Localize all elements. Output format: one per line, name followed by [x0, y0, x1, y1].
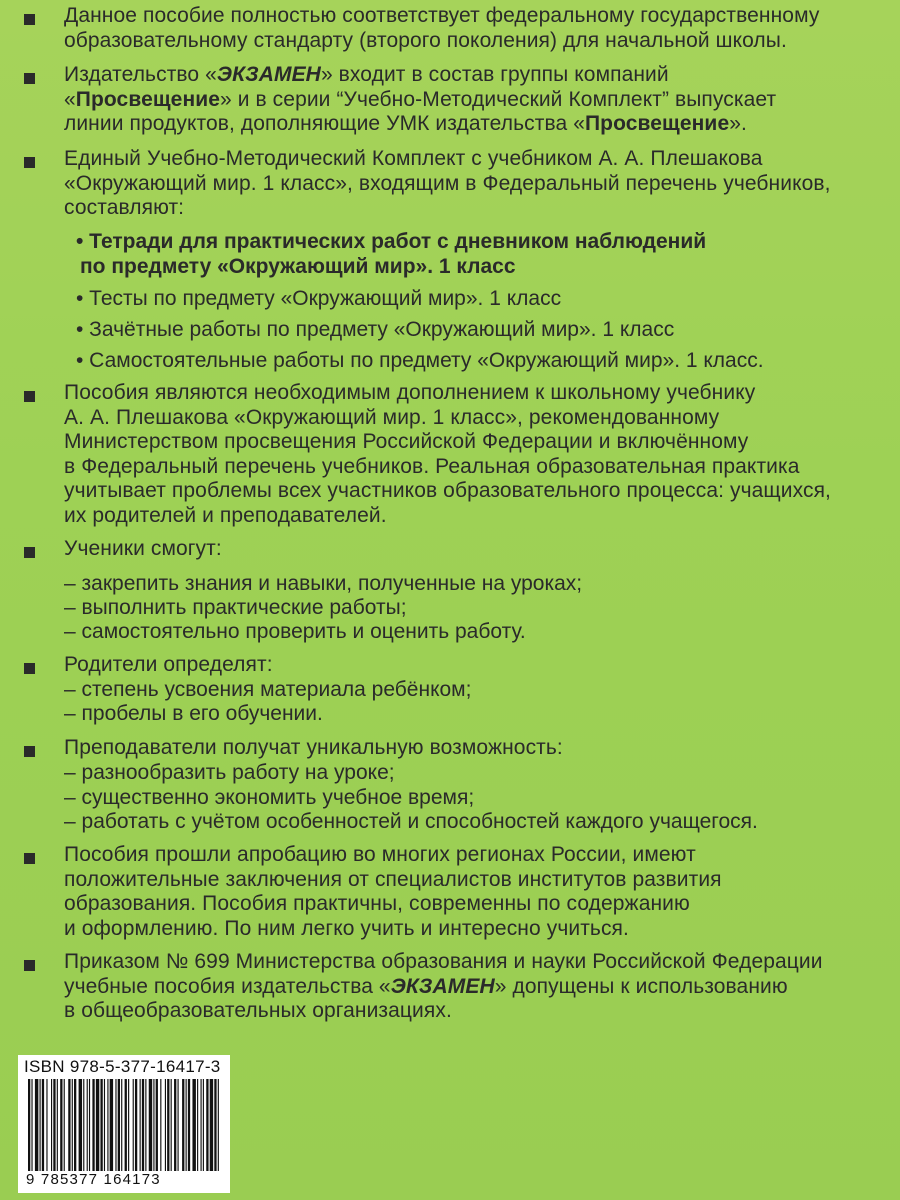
barcode-bar	[46, 1079, 47, 1171]
teachers-item	[64, 761, 395, 785]
text-line: по предмету «Окружающий мир». 1 класс	[80, 255, 516, 278]
barcode-bar	[182, 1079, 184, 1171]
bullet-square	[24, 157, 35, 168]
text-line: положительные заключения от специалистов институтов развития	[64, 867, 722, 891]
barcode-bar	[165, 1079, 166, 1171]
students-item	[64, 572, 582, 596]
barcode-bar	[142, 1079, 144, 1171]
text-fragment: Издательство «	[64, 63, 217, 86]
barcode-bar	[115, 1079, 116, 1171]
text-line: – самостоятельно проверить и оценить работу.	[64, 620, 526, 643]
barcode-bar	[89, 1079, 90, 1171]
paragraph-umk	[64, 147, 894, 221]
text-line: – степень усвоения материала ребёнком;	[64, 678, 472, 701]
barcode-bar	[110, 1079, 113, 1171]
students-item	[64, 596, 407, 620]
text-line: • Самостоятельные работы по предмету «Окружающий мир». 1 класс.	[76, 349, 764, 372]
bullet-square	[24, 663, 35, 674]
barcode-bar	[35, 1079, 38, 1171]
text-line: Приказом № 699 Министерства образования и науки Российской Федерации	[64, 950, 823, 973]
barcode-bar	[87, 1079, 88, 1171]
product-item-credit-works	[76, 318, 674, 342]
paragraph-standard	[64, 4, 894, 53]
paragraph-necessity	[64, 381, 894, 528]
text-line: учитывает проблемы всех участников образовательного процесса: учащихся,	[64, 479, 831, 502]
barcode-bar	[188, 1079, 190, 1171]
paragraph-students	[64, 537, 894, 562]
barcode-bar	[57, 1079, 58, 1171]
barcode-bar	[145, 1079, 146, 1171]
text-line: образовательному стандарту (второго поколения) для начальной школы.	[64, 28, 787, 52]
parents-item	[64, 678, 471, 702]
barcode-bar	[107, 1079, 108, 1171]
text-line: А. А. Плешакова «Окружающий мир. 1 класс», рекомендованному	[64, 405, 720, 429]
publisher-name: ЭКЗАМЕН	[216, 63, 321, 86]
text-line: Пособия прошли апробацию во многих регионах России, имеют	[64, 843, 696, 866]
product-item-independent-works	[76, 349, 764, 373]
paragraph-teachers	[64, 736, 894, 761]
barcode-bar	[214, 1079, 216, 1171]
barcode-bar	[51, 1079, 52, 1171]
barcode-bar	[186, 1079, 187, 1171]
text-line: Единый Учебно-Методический Комплект с учебником А. А. Плешакова	[64, 147, 763, 170]
barcode-bar	[206, 1079, 208, 1171]
barcode-bar	[53, 1079, 55, 1171]
text-line: Министерством просвещения Российской Федерации и включённому	[64, 430, 749, 453]
text-line: – выполнить практические работы;	[64, 596, 407, 619]
barcode-bar	[83, 1079, 84, 1171]
barcode-bar	[125, 1079, 127, 1171]
barcode-bar	[167, 1079, 169, 1171]
barcode-bar	[178, 1079, 179, 1171]
paragraph-order	[64, 950, 894, 1024]
text-line: Данное пособие полностью соответствует федеральному государственному	[64, 4, 820, 27]
barcode-bar	[31, 1079, 32, 1171]
barcode-bar	[156, 1079, 158, 1171]
company-name: Просвещение	[584, 112, 730, 135]
teachers-item	[64, 786, 474, 810]
text-line: их родителей и преподавателей.	[64, 503, 387, 527]
text-line: в общеобразовательных организациях.	[64, 999, 452, 1022]
publisher-name: ЭКЗАМЕН	[390, 974, 495, 998]
text-line: – пробелы в его обучении.	[64, 702, 323, 725]
isbn-label: ISBN 978-5-377-16417-3	[24, 1057, 221, 1076]
barcode-bar	[201, 1079, 202, 1171]
paragraph-publisher	[64, 63, 894, 137]
text-line: Родители определят:	[64, 653, 273, 676]
product-item-tests	[76, 287, 561, 311]
parents-item	[64, 702, 323, 726]
text-line: • Тесты по предмету «Окружающий мир». 1 класс	[76, 287, 562, 310]
barcode-image	[22, 1079, 226, 1171]
barcode-bar	[140, 1079, 141, 1171]
barcode-bar	[72, 1079, 73, 1171]
text-line: – закрепить знания и навыки, полученные на уроках;	[64, 572, 583, 595]
text-fragment: » входит в состав группы компаний	[320, 63, 669, 86]
barcode-bar	[218, 1079, 219, 1171]
bullet-square	[24, 73, 35, 84]
barcode-bar	[210, 1079, 213, 1171]
bullet-square	[24, 746, 35, 757]
text-line: – существенно экономить учебное время;	[64, 786, 475, 809]
barcode-bar	[100, 1079, 102, 1171]
bullet-square	[24, 547, 35, 558]
paragraph-approbation	[64, 843, 894, 941]
barcode-bar	[174, 1079, 176, 1171]
students-item	[64, 620, 526, 644]
barcode-bar	[197, 1079, 198, 1171]
barcode-bar	[104, 1079, 105, 1171]
text-line: • Зачётные работы по предмету «Окружающий мир». 1 класс	[76, 318, 675, 341]
text-line: и оформлению. По ним легко учить и интересно учиться.	[64, 916, 629, 940]
barcode-bar	[79, 1079, 82, 1171]
text-fragment: линии продуктов, дополняющие УМК издательства «	[64, 112, 585, 135]
text-line: «Окружающий мир. 1 класс», входящим в Федеральный перечень учебников,	[64, 171, 831, 195]
text-fragment: ».	[729, 112, 747, 135]
text-fragment: «	[64, 87, 76, 111]
text-line: составляют:	[64, 196, 185, 219]
barcode-bar	[160, 1079, 161, 1171]
barcode-bar	[28, 1079, 30, 1171]
barcode-bar	[121, 1079, 122, 1171]
barcode-digits: 9 785377 164173	[26, 1171, 161, 1188]
text-fragment: » допущены к использованию	[494, 974, 788, 998]
bullet-square	[24, 853, 35, 864]
product-item-workbook	[76, 230, 706, 254]
barcode-bar	[118, 1079, 120, 1171]
text-fragment: учебные пособия издательства «	[64, 974, 391, 998]
paragraph-parents	[64, 653, 894, 678]
product-item-workbook-line2	[80, 255, 516, 279]
barcode-bar	[171, 1079, 172, 1171]
teachers-item	[64, 810, 758, 834]
barcode-bar	[133, 1079, 134, 1171]
bullet-square	[24, 14, 35, 25]
barcode-bar	[68, 1079, 70, 1171]
barcode-bar	[92, 1079, 94, 1171]
text-line: Ученики смогут:	[64, 537, 222, 560]
barcode-bar	[96, 1079, 99, 1171]
isbn-barcode-block	[18, 1055, 230, 1193]
barcode-bar	[74, 1079, 76, 1171]
text-line: образования. Пособия практичны, современны по содержанию	[64, 892, 690, 915]
barcode-bar	[64, 1079, 65, 1171]
barcode-bar	[60, 1079, 62, 1171]
text-fragment: » и в серии “Учебно-Методический Комплект” выпускает	[220, 87, 777, 111]
text-line: Преподаватели получат уникальную возможность:	[64, 736, 563, 759]
text-line: в Федеральный перечень учебников. Реальная образовательная практика	[64, 454, 800, 478]
barcode-bar	[153, 1079, 154, 1171]
text-line: Пособия являются необходимым дополнением к школьному учебнику	[64, 381, 756, 404]
barcode-bar	[128, 1079, 129, 1171]
text-line: – разнообразить работу на уроке;	[64, 761, 395, 784]
bullet-square	[24, 960, 35, 971]
barcode-bar	[192, 1079, 195, 1171]
barcode-bar	[203, 1079, 204, 1171]
barcode-bar	[42, 1079, 44, 1171]
barcode-bar	[40, 1079, 41, 1171]
text-line: – работать с учётом особенностей и способностей каждого учащегося.	[64, 810, 758, 833]
barcode-bar	[149, 1079, 152, 1171]
text-line: • Тетради для практических работ с дневником наблюдений	[76, 230, 707, 253]
barcode-bar	[135, 1079, 137, 1171]
bullet-square	[24, 391, 35, 402]
company-name: Просвещение	[75, 87, 221, 111]
